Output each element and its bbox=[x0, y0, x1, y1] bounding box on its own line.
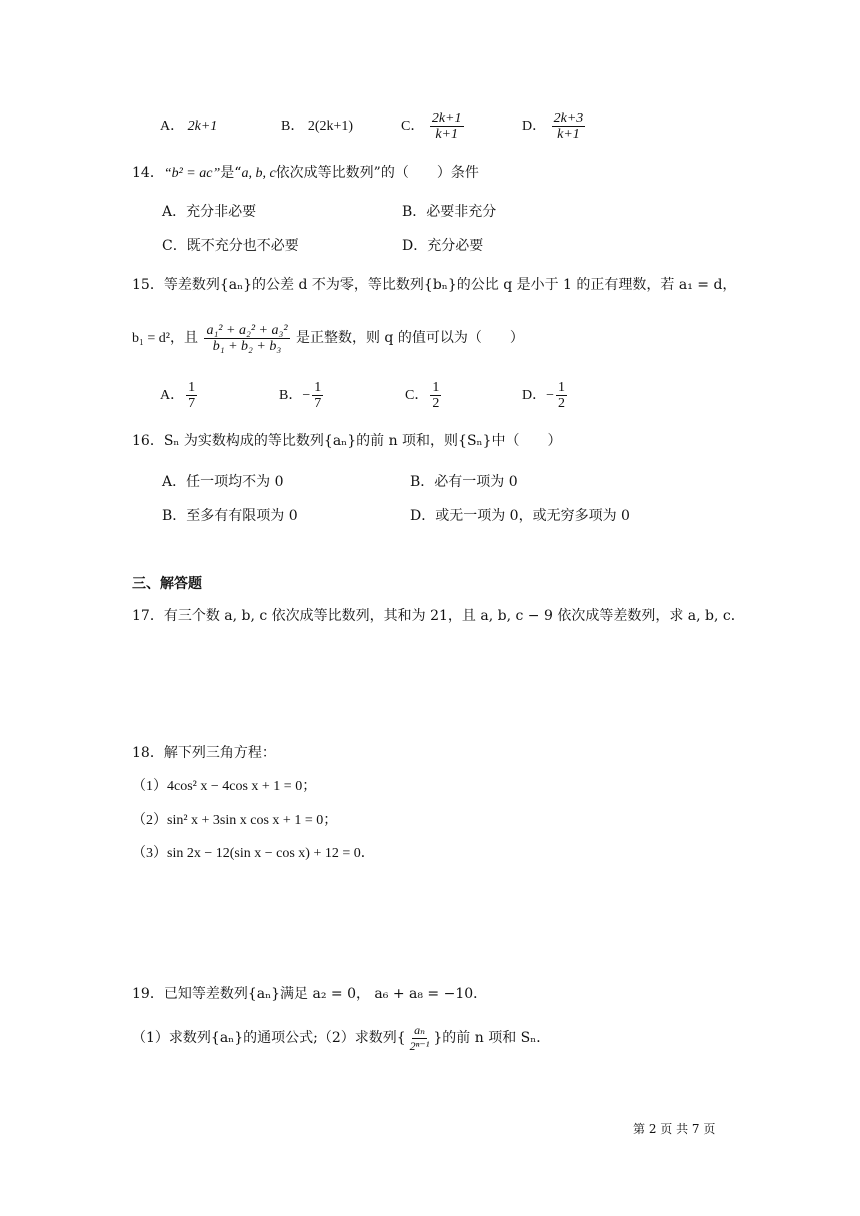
option-text: 2k+1 bbox=[187, 119, 218, 134]
q19-part-text: （1）求数列{aₙ}的通项公式;（2）求数列{ bbox=[132, 1030, 406, 1046]
q16-stem bbox=[132, 432, 562, 450]
q14-option-d bbox=[402, 237, 483, 255]
option-letter: C． bbox=[405, 388, 429, 403]
q15-stem-line2 bbox=[132, 318, 524, 359]
q17-stem: 17．有三个数 a, b, c 依次成等比数列，其和为 21，且 a, b, c − 9 依次成等差数列，求 a, b, c． bbox=[132, 608, 745, 624]
q14-option-a bbox=[162, 203, 256, 221]
q19-fraction bbox=[408, 1023, 432, 1054]
option-sign: − bbox=[546, 388, 555, 403]
q15-option-a bbox=[160, 376, 199, 416]
q16-text: Sₙ 为实数构成的等比数列{aₙ}的前 n 项和，则{Sₙ}中（ ） bbox=[163, 433, 562, 449]
q18-part-1: （1）4cos² x − 4cos x + 1 = 0； bbox=[132, 779, 317, 794]
section-heading: 三、解答题 bbox=[132, 576, 202, 592]
option-text: 既不充分也不必要 bbox=[186, 238, 299, 254]
option-letter: A． bbox=[160, 119, 185, 134]
option-letter: D． bbox=[522, 119, 547, 134]
q14-stem bbox=[132, 164, 479, 183]
q16-option-c bbox=[162, 507, 298, 525]
fraction-numerator: a₁² + a₂² + a₃² bbox=[206, 322, 288, 338]
q19-stem: 19．已知等差数列{aₙ}满足 a₂ = 0， a₆ + a₈ = −10． bbox=[132, 986, 488, 1002]
q16-option-d bbox=[410, 507, 630, 525]
fraction-numerator: 1 bbox=[432, 380, 440, 396]
fraction-denominator: 2ⁿ⁻¹ bbox=[409, 1038, 430, 1053]
question-number: 16． bbox=[132, 433, 164, 449]
option-text: 或无一项为 0，或无穷多项为 0 bbox=[435, 508, 630, 524]
option-letter: B． bbox=[279, 388, 303, 403]
option-text: 充分非必要 bbox=[186, 204, 257, 220]
option-letter: B． bbox=[402, 204, 427, 220]
option-fraction bbox=[430, 111, 464, 142]
q13-option-d bbox=[522, 108, 587, 146]
q16-option-b bbox=[410, 473, 518, 491]
option-letter: D． bbox=[410, 508, 436, 524]
q16-option-a bbox=[162, 473, 283, 491]
q14-condition: “b² = ac” bbox=[163, 166, 221, 181]
option-text: 必有一项为 0 bbox=[434, 474, 518, 490]
option-text: 2(2k+1) bbox=[307, 119, 354, 134]
option-letter: C． bbox=[162, 238, 187, 254]
q15-fraction bbox=[204, 323, 289, 354]
question-number: 14． bbox=[132, 165, 164, 181]
option-letter: B． bbox=[410, 474, 435, 490]
option-text: 任一项均不为 0 bbox=[186, 474, 284, 490]
option-letter: D． bbox=[522, 388, 547, 403]
fraction-denominator: k+1 bbox=[557, 127, 580, 143]
option-letter: B． bbox=[162, 508, 187, 524]
q14-option-b bbox=[402, 203, 496, 221]
option-letter: A． bbox=[162, 204, 187, 220]
option-fraction bbox=[186, 380, 197, 411]
option-fraction bbox=[552, 111, 586, 142]
option-text: 必要非充分 bbox=[426, 204, 497, 220]
option-letter: C． bbox=[401, 119, 425, 134]
fraction-denominator: 2 bbox=[558, 396, 566, 412]
q15-tail: 是正整数，则 q 的值可以为（ ） bbox=[295, 330, 524, 346]
q15-option-d bbox=[522, 376, 569, 416]
option-fraction bbox=[430, 380, 441, 411]
q18-part-3: （3）sin 2x − 12(sin x − cos x) + 12 = 0． bbox=[132, 846, 375, 861]
q15-stem-line1 bbox=[132, 276, 736, 294]
option-letter: D． bbox=[402, 238, 428, 254]
q13-option-c bbox=[401, 108, 466, 146]
option-letter: A． bbox=[162, 474, 187, 490]
fraction-numerator: 1 bbox=[558, 380, 566, 396]
fraction-numerator: 2k+3 bbox=[553, 111, 584, 127]
page-number: 第 2 页 共 7 页 bbox=[633, 1122, 716, 1136]
option-text: 充分必要 bbox=[427, 238, 484, 254]
q15-option-c bbox=[405, 376, 443, 416]
option-letter: A． bbox=[160, 388, 185, 403]
option-text: 至多有有限项为 0 bbox=[186, 508, 298, 524]
q14-option-c bbox=[162, 237, 299, 255]
q15-text: 等差数列{aₙ}的公差 d 不为零，等比数列{bₙ}的公比 q 是小于 1 的正有理数，若 a₁ = d， bbox=[163, 277, 737, 293]
option-fraction bbox=[312, 380, 323, 411]
question-number: 15． bbox=[132, 277, 164, 293]
q14-sequence: a, b, c bbox=[241, 166, 276, 181]
q14-mid: 是“ bbox=[220, 165, 242, 181]
fraction-denominator: 7 bbox=[188, 396, 196, 412]
fraction-denominator: 7 bbox=[314, 396, 322, 412]
q15-option-b bbox=[279, 376, 325, 416]
fraction-numerator: 1 bbox=[188, 380, 196, 396]
q14-stem-text: 依次成等比数列”的（ ）条件 bbox=[275, 165, 479, 181]
option-fraction bbox=[556, 380, 567, 411]
fraction-denominator: k+1 bbox=[435, 127, 459, 143]
q15-lead: b₁ = d²，且 bbox=[132, 331, 198, 346]
q19-part-tail: }的前 n 项和 Sₙ． bbox=[433, 1030, 551, 1046]
fraction-numerator: 2k+1 bbox=[431, 111, 462, 127]
fraction-denominator: 2 bbox=[432, 396, 440, 412]
option-sign: − bbox=[302, 388, 311, 403]
fraction-numerator: aₙ bbox=[414, 1022, 425, 1037]
fraction-numerator: 1 bbox=[314, 380, 322, 396]
q18-part-2: （2）sin² x + 3sin x cos x + 1 = 0； bbox=[132, 813, 338, 828]
q13-option-b bbox=[281, 118, 353, 136]
q18-stem: 18．解下列三角方程： bbox=[132, 745, 276, 761]
q19-parts bbox=[132, 1018, 550, 1058]
q13-option-a bbox=[160, 118, 217, 136]
fraction-denominator: b₁ + b₂ + b₃ bbox=[212, 338, 282, 354]
option-letter: B． bbox=[281, 119, 305, 134]
